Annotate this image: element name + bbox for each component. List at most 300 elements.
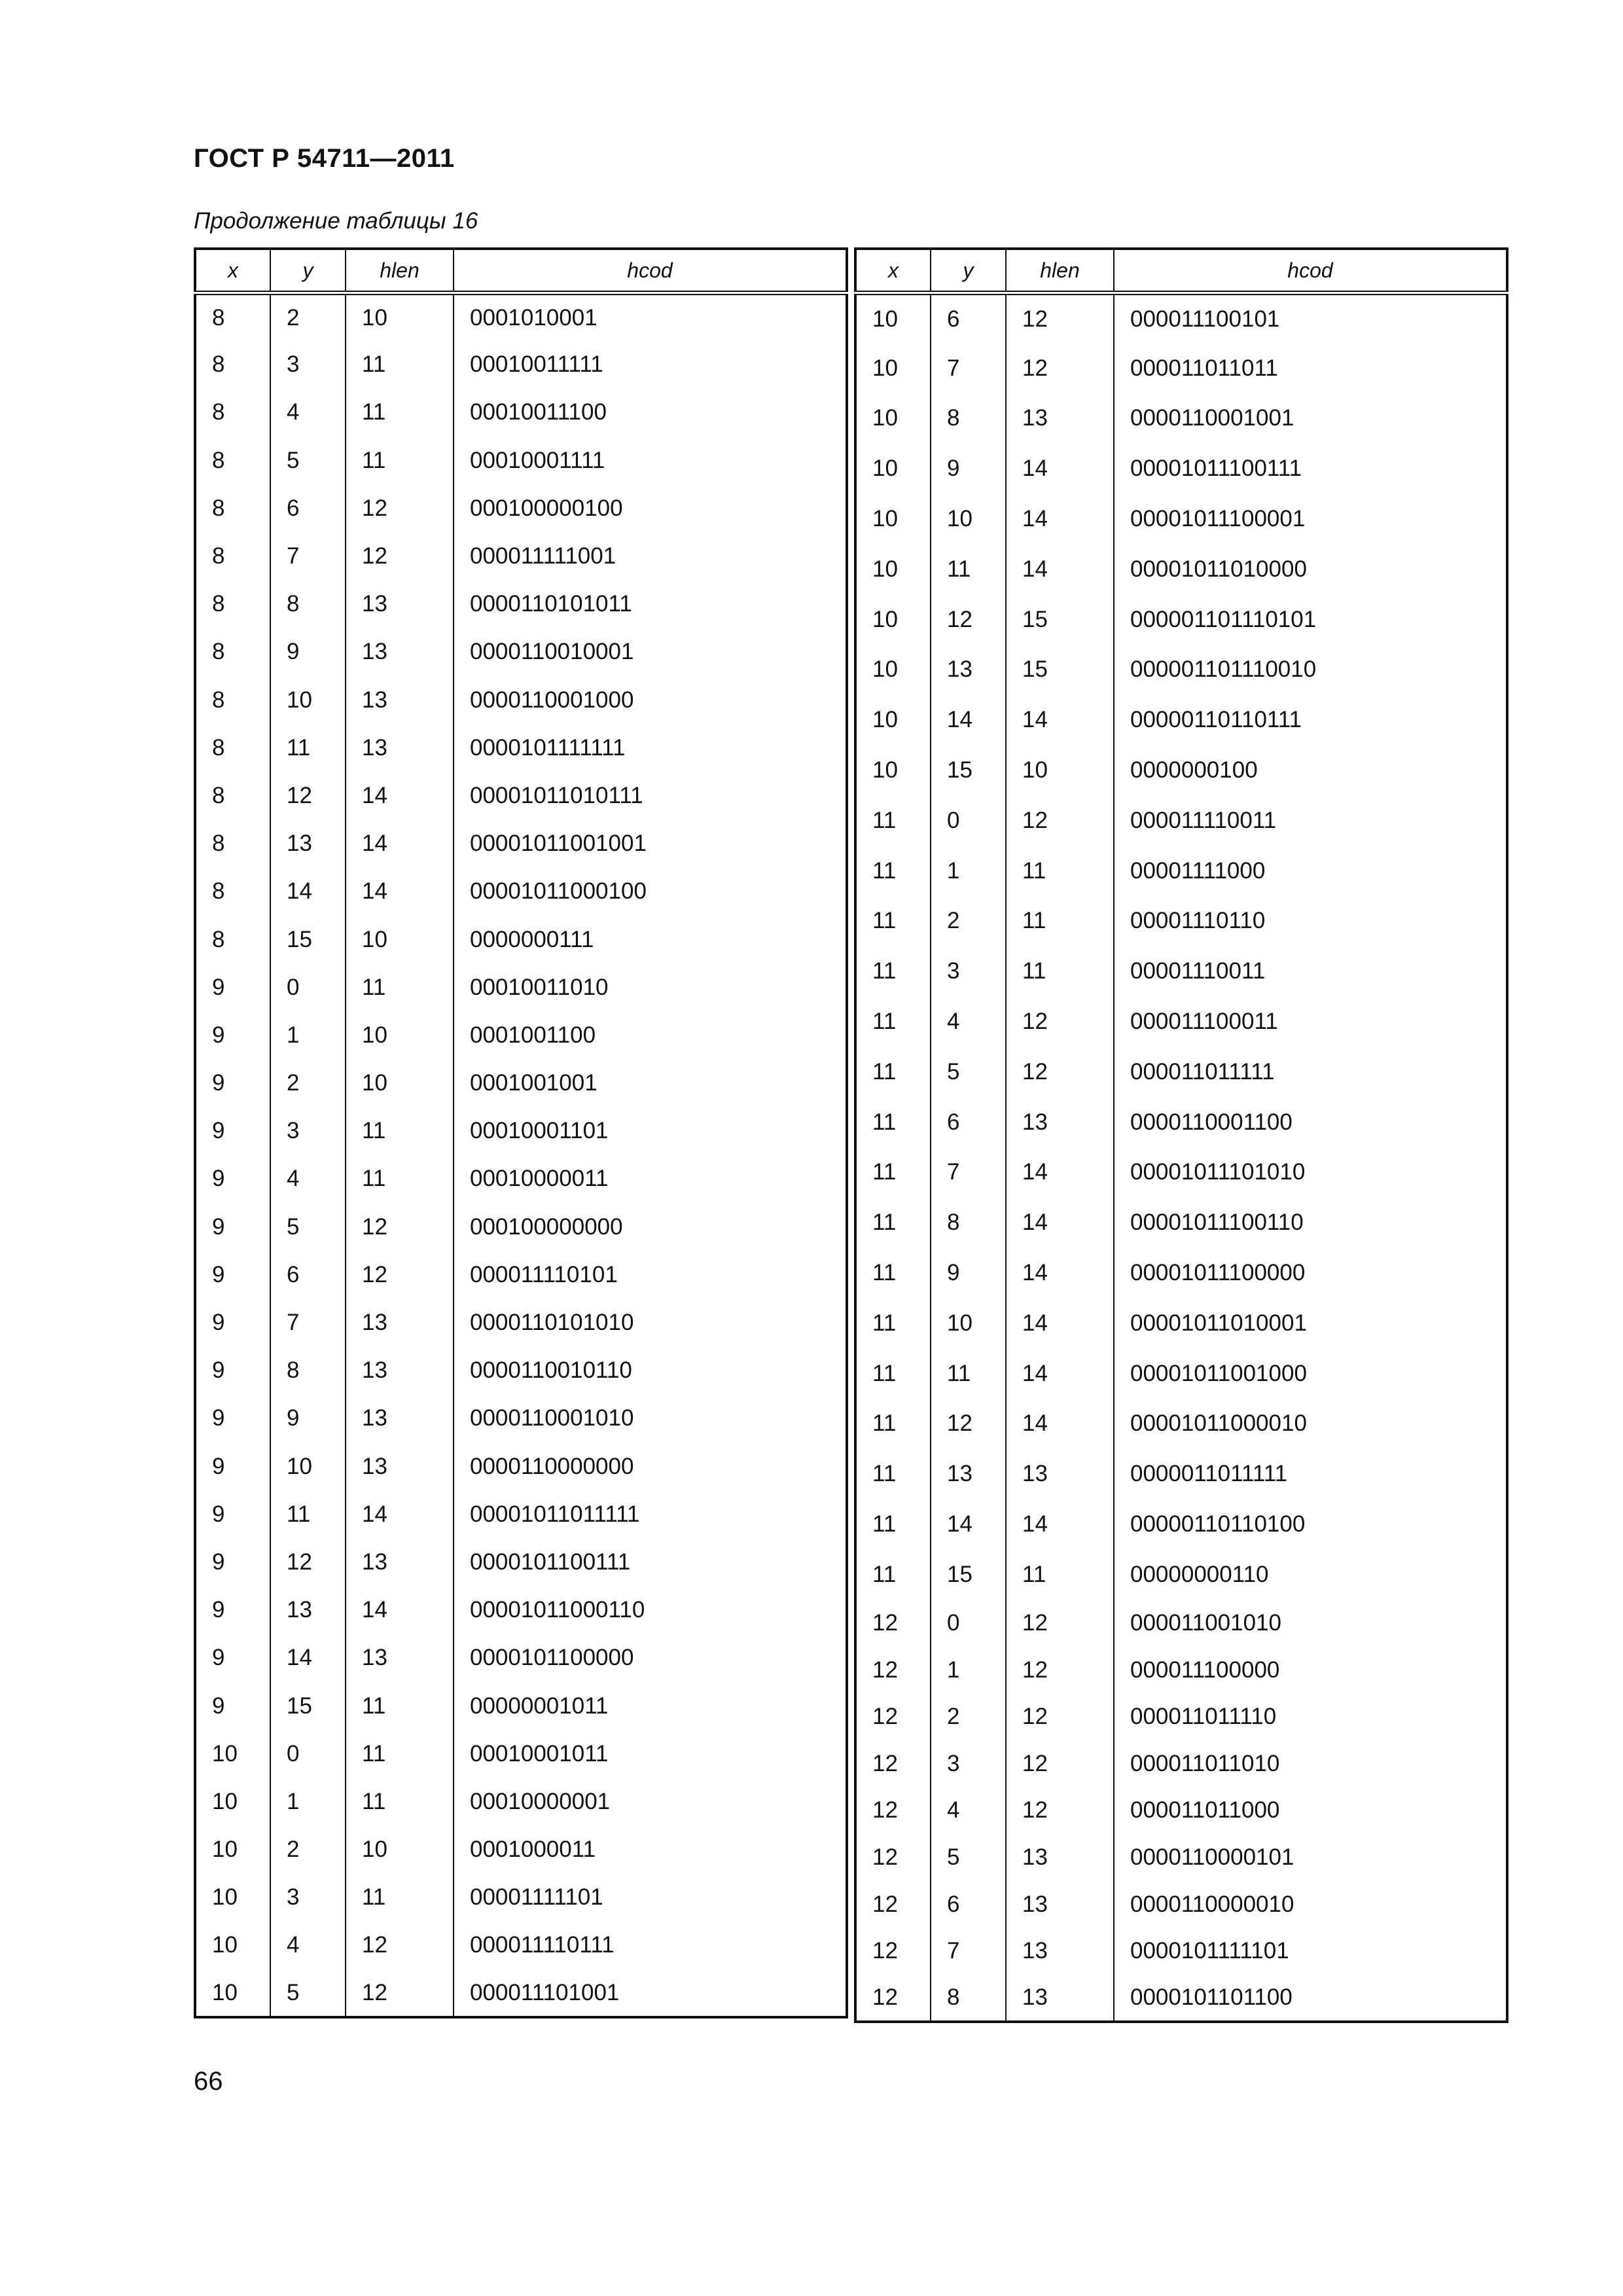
cell-hcod: 00001011010000	[1130, 556, 1307, 582]
cell-hcod: 000011011010	[1130, 1750, 1280, 1776]
cell-hlen: 11	[346, 389, 454, 437]
cell-x: 8	[195, 868, 270, 916]
table-caption: Продолжение таблицы 16	[194, 208, 478, 234]
cell-x: 12	[855, 1881, 931, 1928]
table-row	[195, 963, 847, 1011]
cell-y: 12	[931, 594, 1006, 645]
col-header-y: y	[270, 249, 346, 293]
cell-hlen: 12	[1006, 795, 1114, 846]
document-header: ГОСТ Р 54711—2011	[194, 144, 455, 173]
cell-hcod: 0001001001	[470, 1070, 597, 1096]
cell-hlen: 12	[346, 1969, 454, 2017]
cell-hlen: 14	[1006, 1198, 1114, 1248]
cell-y: 7	[931, 1928, 1006, 1975]
cell-hlen: 11	[346, 1155, 454, 1203]
cell-hlen: 13	[346, 676, 454, 724]
cell-x: 10	[855, 544, 931, 594]
cell-y: 3	[270, 1107, 346, 1155]
cell-hlen: 10	[346, 916, 454, 963]
table-row	[195, 1826, 847, 1874]
cell-hlen: 13	[346, 1538, 454, 1586]
cell-hlen: 13	[346, 628, 454, 676]
cell-hcod: 00001011100001	[1130, 506, 1306, 532]
cell-x: 8	[195, 628, 270, 676]
cell-hlen: 14	[346, 1587, 454, 1634]
cell-hcod: 00001011010111	[470, 782, 643, 808]
cell-hlen: 14	[346, 820, 454, 868]
cell-y: 6	[270, 484, 346, 532]
cell-y: 6	[931, 1097, 1006, 1147]
cell-y: 8	[931, 1975, 1006, 2022]
table-row	[855, 1499, 1507, 1550]
table-row	[855, 444, 1507, 494]
cell-y: 5	[270, 1969, 346, 2017]
cell-y: 7	[931, 1147, 1006, 1198]
table-row	[855, 1740, 1507, 1787]
cell-hlen: 11	[346, 341, 454, 389]
cell-hlen: 13	[1006, 1881, 1114, 1928]
table-row	[195, 772, 847, 819]
cell-hlen: 12	[346, 532, 454, 580]
table-row	[855, 745, 1507, 796]
cell-x: 10	[195, 1778, 270, 1825]
cell-y: 9	[931, 1248, 1006, 1299]
cell-y: 5	[270, 1203, 346, 1251]
cell-x: 11	[855, 1549, 931, 1600]
cell-y: 15	[931, 745, 1006, 796]
cell-hcod: 000001101110010	[1130, 656, 1317, 683]
table-row	[855, 896, 1507, 946]
table-row	[855, 1198, 1507, 1248]
table-row	[195, 1395, 847, 1443]
cell-x: 9	[195, 1634, 270, 1682]
cell-hlen: 13	[1006, 1834, 1114, 1881]
cell-x: 9	[195, 1107, 270, 1155]
table-row	[195, 341, 847, 389]
cell-hlen: 13	[346, 1299, 454, 1346]
cell-hcod: 000100000100	[470, 495, 623, 521]
cell-x: 9	[195, 1538, 270, 1586]
cell-x: 9	[195, 1395, 270, 1443]
col-header-hlen: hlen	[1006, 249, 1114, 293]
table-row	[855, 695, 1507, 745]
cell-hcod: 0000110001010	[470, 1405, 634, 1431]
cell-y: 15	[931, 1549, 1006, 1600]
cell-hlen: 11	[346, 1682, 454, 1730]
cell-hlen: 14	[346, 1490, 454, 1538]
cell-y: 0	[931, 795, 1006, 846]
cell-hlen: 13	[1006, 1097, 1114, 1147]
cell-y: 5	[270, 437, 346, 484]
cell-hlen: 13	[1006, 1975, 1114, 2022]
cell-x: 11	[855, 896, 931, 946]
table-row	[195, 389, 847, 437]
cell-y: 13	[931, 645, 1006, 695]
cell-hcod: 00000001011	[470, 1693, 609, 1719]
cell-hlen: 13	[1006, 1928, 1114, 1975]
cell-hcod: 0000101101100	[1130, 1984, 1293, 2010]
cell-y: 14	[931, 695, 1006, 745]
cell-hlen: 12	[1006, 343, 1114, 393]
cell-x: 11	[855, 1449, 931, 1499]
cell-x: 11	[855, 1047, 931, 1097]
cell-y: 4	[931, 1787, 1006, 1835]
cell-x: 8	[195, 484, 270, 532]
table-row	[195, 1587, 847, 1634]
cell-x: 11	[855, 1399, 931, 1449]
cell-y: 2	[931, 896, 1006, 946]
cell-y: 6	[270, 1251, 346, 1299]
cell-hcod: 00001011000010	[1130, 1410, 1307, 1437]
cell-x: 10	[195, 1826, 270, 1874]
cell-hcod: 000011001010	[1130, 1610, 1281, 1636]
cell-x: 9	[195, 1060, 270, 1107]
cell-y: 4	[931, 997, 1006, 1047]
cell-hcod: 000011011111	[1130, 1058, 1275, 1085]
table-row	[195, 1011, 847, 1059]
cell-x: 8	[195, 820, 270, 868]
table-row	[195, 532, 847, 580]
cell-y: 14	[270, 868, 346, 916]
cell-x: 9	[195, 1251, 270, 1299]
cell-hlen: 14	[1006, 1248, 1114, 1299]
cell-x: 11	[855, 1499, 931, 1550]
table-row	[195, 1490, 847, 1538]
cell-x: 10	[195, 1969, 270, 2017]
table-row	[855, 1147, 1507, 1198]
cell-hcod: 000011011110	[1130, 1704, 1277, 1730]
cell-y: 9	[931, 444, 1006, 494]
cell-hcod: 00000110110111	[1130, 707, 1302, 733]
table-row	[195, 676, 847, 724]
cell-y: 10	[931, 1298, 1006, 1348]
cell-hlen: 10	[1006, 745, 1114, 796]
table-row	[855, 393, 1507, 444]
table-row	[195, 1347, 847, 1395]
cell-y: 0	[270, 1730, 346, 1778]
cell-hlen: 11	[346, 1874, 454, 1922]
table-header-row	[195, 249, 847, 293]
cell-hlen: 12	[1006, 1647, 1114, 1694]
cell-hcod: 00010011100	[470, 399, 607, 425]
cell-hlen: 11	[1006, 1549, 1114, 1600]
cell-x: 8	[195, 772, 270, 819]
cell-y: 2	[270, 293, 346, 341]
cell-hcod: 00010001111	[470, 447, 605, 473]
cell-x: 9	[195, 1443, 270, 1490]
cell-y: 10	[270, 1443, 346, 1490]
table-row	[855, 1881, 1507, 1928]
cell-hlen: 12	[1006, 997, 1114, 1047]
cell-x: 8	[195, 581, 270, 628]
cell-hcod: 00010001101	[470, 1118, 609, 1144]
cell-hcod: 0000110000101	[1130, 1844, 1294, 1870]
cell-x: 8	[195, 916, 270, 963]
cell-hlen: 13	[346, 1443, 454, 1490]
cell-x: 12	[855, 1928, 931, 1975]
cell-hcod: 0000110000000	[470, 1453, 634, 1479]
cell-hcod: 0000101100111	[470, 1549, 631, 1575]
cell-hlen: 14	[346, 868, 454, 916]
cell-hlen: 13	[346, 1395, 454, 1443]
table-row	[855, 594, 1507, 645]
cell-hlen: 12	[1006, 1693, 1114, 1740]
cell-x: 10	[195, 1730, 270, 1778]
cell-hcod: 00001110011	[1130, 958, 1266, 984]
cell-y: 14	[931, 1499, 1006, 1550]
col-header-x: x	[195, 249, 270, 293]
table-row	[855, 645, 1507, 695]
cell-hcod: 00001011100110	[1130, 1210, 1304, 1236]
cell-y: 14	[270, 1634, 346, 1682]
table-row	[195, 1155, 847, 1203]
cell-hcod: 000011110011	[1130, 807, 1277, 833]
cell-x: 11	[855, 1248, 931, 1299]
cell-x: 11	[855, 1147, 931, 1198]
cell-x: 12	[855, 1600, 931, 1647]
table-row	[195, 1969, 847, 2017]
cell-hlen: 11	[346, 1107, 454, 1155]
cell-hcod: 00000110110100	[1130, 1511, 1306, 1537]
cell-y: 15	[270, 916, 346, 963]
cell-y: 1	[931, 1647, 1006, 1694]
cell-x: 10	[855, 293, 931, 344]
table-row	[195, 1730, 847, 1778]
table-row	[195, 1778, 847, 1825]
cell-hlen: 11	[346, 1778, 454, 1825]
cell-x: 11	[855, 795, 931, 846]
cell-y: 7	[270, 532, 346, 580]
cell-x: 8	[195, 389, 270, 437]
col-header-hcod: hcod	[454, 249, 847, 293]
table-row	[855, 293, 1507, 344]
cell-x: 11	[855, 1198, 931, 1248]
cell-y: 1	[931, 846, 1006, 896]
table-row	[855, 343, 1507, 393]
table-row	[195, 437, 847, 484]
cell-x: 9	[195, 1347, 270, 1395]
cell-x: 11	[855, 1348, 931, 1399]
page-number: 66	[194, 2067, 223, 2096]
cell-x: 12	[855, 1693, 931, 1740]
table-row	[855, 1097, 1507, 1147]
table-row	[195, 581, 847, 628]
cell-hcod: 00010001011	[470, 1740, 609, 1767]
cell-x: 11	[855, 1097, 931, 1147]
cell-hcod: 00010011111	[470, 351, 603, 378]
cell-hlen: 12	[1006, 293, 1114, 344]
table-row	[855, 1348, 1507, 1399]
cell-y: 3	[931, 1740, 1006, 1787]
table-row	[195, 1443, 847, 1490]
cell-y: 15	[270, 1682, 346, 1730]
cell-y: 9	[270, 1395, 346, 1443]
cell-hcod: 0000110010001	[470, 639, 634, 665]
table-row	[855, 1928, 1507, 1975]
cell-hcod: 00001111000	[1130, 857, 1266, 884]
cell-hlen: 14	[1006, 1399, 1114, 1449]
cell-hcod: 000011110111	[470, 1932, 615, 1958]
cell-y: 1	[270, 1778, 346, 1825]
cell-hlen: 10	[346, 1011, 454, 1059]
cell-y: 13	[270, 1587, 346, 1634]
cell-hcod: 00001111101	[470, 1884, 603, 1910]
cell-hlen: 14	[1006, 695, 1114, 745]
cell-hlen: 12	[346, 1203, 454, 1251]
table-row	[855, 1399, 1507, 1449]
cell-hcod: 00001011101010	[1130, 1159, 1306, 1185]
cell-hlen: 10	[346, 293, 454, 341]
cell-hlen: 14	[346, 772, 454, 819]
cell-hcod: 00010000011	[470, 1166, 609, 1192]
cell-x: 10	[855, 393, 931, 444]
cell-y: 0	[270, 963, 346, 1011]
cell-y: 4	[270, 389, 346, 437]
cell-x: 9	[195, 1011, 270, 1059]
cell-y: 4	[270, 1155, 346, 1203]
cell-x: 10	[855, 645, 931, 695]
cell-hlen: 14	[1006, 1147, 1114, 1198]
table-row	[195, 868, 847, 916]
cell-y: 6	[931, 293, 1006, 344]
cell-hlen: 12	[346, 1922, 454, 1969]
cell-hlen: 13	[346, 581, 454, 628]
cell-y: 9	[270, 628, 346, 676]
cell-y: 10	[270, 676, 346, 724]
cell-hcod: 0000000100	[1130, 757, 1258, 783]
cell-y: 11	[270, 1490, 346, 1538]
cell-hcod: 000011011011	[1130, 355, 1278, 381]
col-header-hcod: hcod	[1114, 249, 1507, 293]
table-row	[195, 484, 847, 532]
cell-hlen: 13	[346, 1634, 454, 1682]
cell-x: 11	[855, 946, 931, 997]
cell-hlen: 14	[1006, 544, 1114, 594]
cell-hcod: 00010011010	[470, 974, 609, 1000]
cell-hcod: 0000110001001	[1130, 405, 1294, 431]
cell-x: 10	[195, 1874, 270, 1922]
cell-x: 11	[855, 997, 931, 1047]
cell-x: 10	[195, 1922, 270, 1969]
table-row	[855, 1298, 1507, 1348]
table-row	[855, 846, 1507, 896]
col-header-y: y	[931, 249, 1006, 293]
table-row	[855, 946, 1507, 997]
cell-x: 8	[195, 724, 270, 772]
table-row	[855, 494, 1507, 545]
cell-y: 12	[270, 1538, 346, 1586]
cell-hlen: 11	[346, 437, 454, 484]
table-row	[195, 1299, 847, 1346]
cell-hlen: 15	[1006, 645, 1114, 695]
table-row	[195, 724, 847, 772]
table-row	[855, 1975, 1507, 2022]
cell-hcod: 00000000110	[1130, 1561, 1269, 1587]
cell-hlen: 14	[1006, 444, 1114, 494]
cell-hcod: 00001011100000	[1130, 1260, 1306, 1286]
cell-x: 9	[195, 1155, 270, 1203]
cell-x: 9	[195, 1203, 270, 1251]
cell-hcod: 0001000011	[470, 1837, 596, 1863]
cell-hcod: 0000101111101	[1130, 1938, 1289, 1964]
cell-x: 8	[195, 341, 270, 389]
cell-hlen: 11	[1006, 846, 1114, 896]
cell-hcod: 0001010001	[470, 304, 597, 331]
cell-x: 8	[195, 293, 270, 341]
cell-y: 13	[931, 1449, 1006, 1499]
table-row	[195, 1107, 847, 1155]
cell-hlen: 11	[1006, 946, 1114, 997]
cell-x: 12	[855, 1787, 931, 1835]
cell-x: 10	[855, 594, 931, 645]
cell-y: 5	[931, 1834, 1006, 1881]
cell-y: 8	[931, 393, 1006, 444]
cell-hlen: 10	[346, 1060, 454, 1107]
table-row	[195, 916, 847, 963]
cell-hcod: 0000110000010	[1130, 1891, 1294, 1917]
cell-hcod: 000011100101	[1130, 306, 1280, 332]
cell-x: 10	[855, 343, 931, 393]
cell-hcod: 00010000001	[470, 1788, 611, 1814]
cell-y: 7	[931, 343, 1006, 393]
cell-hcod: 0000110101011	[470, 591, 632, 617]
cell-hlen: 11	[346, 963, 454, 1011]
cell-y: 12	[270, 772, 346, 819]
cell-y: 3	[270, 341, 346, 389]
cell-hcod: 0000110001000	[470, 687, 634, 713]
cell-x: 10	[855, 444, 931, 494]
cell-hlen: 13	[346, 1347, 454, 1395]
cell-x: 10	[855, 745, 931, 796]
cell-hcod: 000011111001	[470, 543, 616, 569]
cell-hcod: 00001011011111	[470, 1501, 640, 1527]
cell-x: 8	[195, 437, 270, 484]
table-row	[855, 544, 1507, 594]
table-row	[195, 1203, 847, 1251]
cell-hcod: 000011011000	[1130, 1797, 1280, 1823]
cell-y: 8	[270, 1347, 346, 1395]
cell-hlen: 13	[346, 724, 454, 772]
cell-hcod: 00001110110	[1130, 908, 1266, 934]
cell-hlen: 13	[1006, 393, 1114, 444]
cell-x: 12	[855, 1647, 931, 1694]
table-row	[195, 1874, 847, 1922]
cell-hcod: 000011110101	[470, 1261, 618, 1287]
cell-hlen: 12	[1006, 1600, 1114, 1647]
cell-hcod: 00001011001000	[1130, 1360, 1307, 1386]
cell-hcod: 0000110101010	[470, 1310, 634, 1336]
cell-x: 9	[195, 963, 270, 1011]
cell-y: 4	[270, 1922, 346, 1969]
cell-hcod: 00001011010001	[1130, 1310, 1307, 1336]
cell-hcod: 00001011001001	[470, 831, 647, 857]
cell-hcod: 00001011100111	[1130, 456, 1302, 482]
cell-x: 9	[195, 1490, 270, 1538]
cell-hlen: 10	[346, 1826, 454, 1874]
table-row	[195, 820, 847, 868]
table-row	[195, 1682, 847, 1730]
cell-hlen: 14	[1006, 1298, 1114, 1348]
table-row	[855, 1549, 1507, 1600]
cell-y: 11	[931, 1348, 1006, 1399]
cell-y: 2	[270, 1060, 346, 1107]
cell-y: 8	[931, 1198, 1006, 1248]
table-row	[855, 1787, 1507, 1835]
table-row	[855, 1248, 1507, 1299]
cell-x: 10	[855, 494, 931, 545]
cell-hlen: 13	[1006, 1449, 1114, 1499]
cell-hlen: 14	[1006, 494, 1114, 545]
